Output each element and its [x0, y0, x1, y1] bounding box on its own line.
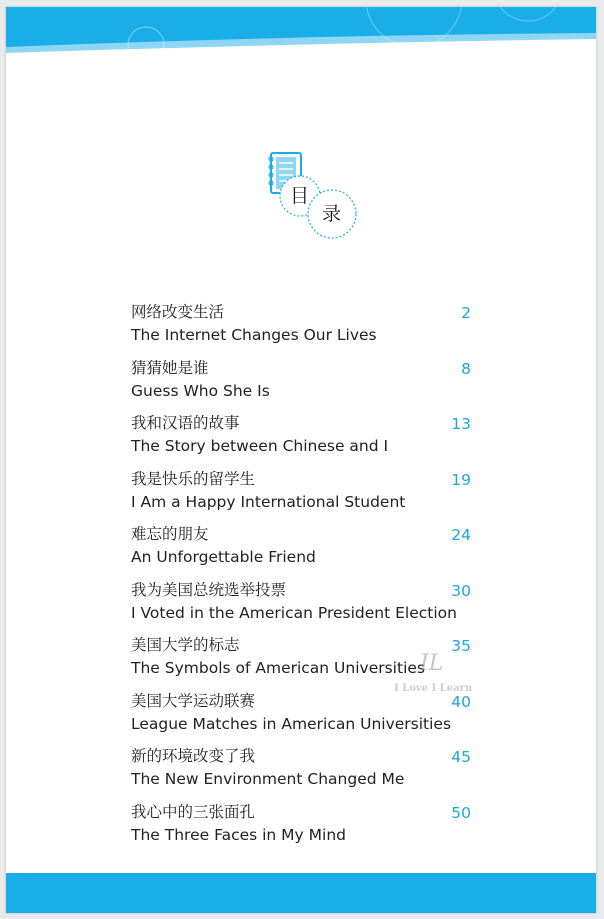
- entry-page-number: 24: [451, 526, 471, 544]
- entry-title-zh: 我是快乐的留学生: [131, 469, 256, 488]
- toc-entry[interactable]: [131, 802, 471, 858]
- table-of-contents: [131, 302, 471, 857]
- entry-page-number: 35: [451, 637, 471, 655]
- toc-entry[interactable]: [131, 746, 471, 802]
- watermark-logo: IL: [420, 651, 444, 676]
- toc-entry[interactable]: [131, 413, 471, 469]
- notebook-icon: [256, 147, 376, 247]
- entry-title-zh: 我和汉语的故事: [131, 414, 240, 432]
- entry-title-zh: 难忘的朋友: [131, 525, 209, 543]
- toc-entry[interactable]: [131, 469, 471, 525]
- toc-entry[interactable]: [131, 691, 471, 747]
- entry-title-zh: 我为美国总统选举投票: [131, 580, 287, 599]
- watermark-text: I Love I Learn: [394, 683, 473, 694]
- toc-heading: [256, 147, 376, 247]
- entry-title-zh: 我心中的三张面孔: [131, 802, 256, 821]
- entry-title-en: League Matches in American Universities: [131, 714, 452, 733]
- entry-title-en: The Three Faces in My Mind: [131, 825, 347, 844]
- entry-title-en: The Internet Changes Our Lives: [131, 326, 377, 344]
- heading-char-lu: 录: [322, 203, 342, 225]
- toc-entry[interactable]: [131, 580, 471, 636]
- entry-title-zh: 网络改变生活: [131, 303, 225, 321]
- entry-page-number: 13: [451, 415, 471, 433]
- footer-band: [6, 873, 596, 913]
- entry-title-zh: 猜猜她是谁: [131, 358, 209, 377]
- entry-title-en: The Symbols of American Universities: [131, 659, 425, 677]
- toc-entry[interactable]: [131, 358, 471, 414]
- book-page: [6, 7, 596, 913]
- entry-page-number: 45: [451, 748, 471, 766]
- entry-page-number: 50: [451, 803, 471, 822]
- toc-entry[interactable]: [131, 302, 471, 358]
- entry-page-number: 30: [451, 581, 471, 600]
- entry-title-en: The Story between Chinese and I: [131, 437, 389, 455]
- entry-title-en: Guess Who She Is: [131, 381, 270, 400]
- entry-title-zh: 美国大学的标志: [131, 636, 240, 654]
- entry-page-number: 2: [461, 304, 471, 322]
- toc-entry[interactable]: [131, 524, 471, 580]
- entry-title-zh: 美国大学运动联赛: [131, 691, 256, 710]
- toc-entry[interactable]: [131, 635, 471, 691]
- entry-title-en: The New Environment Changed Me: [131, 770, 405, 788]
- entry-title-en: I Voted in the American President Election: [131, 603, 457, 622]
- header-band: [6, 7, 596, 67]
- entry-title-en: An Unforgettable Friend: [131, 548, 316, 566]
- entry-page-number: 40: [451, 692, 471, 711]
- entry-title-en: I Am a Happy International Student: [131, 492, 406, 511]
- entry-page-number: 19: [451, 470, 471, 489]
- entry-title-zh: 新的环境改变了我: [131, 747, 256, 765]
- entry-page-number: 8: [461, 359, 471, 378]
- heading-char-mu: 目: [290, 185, 310, 207]
